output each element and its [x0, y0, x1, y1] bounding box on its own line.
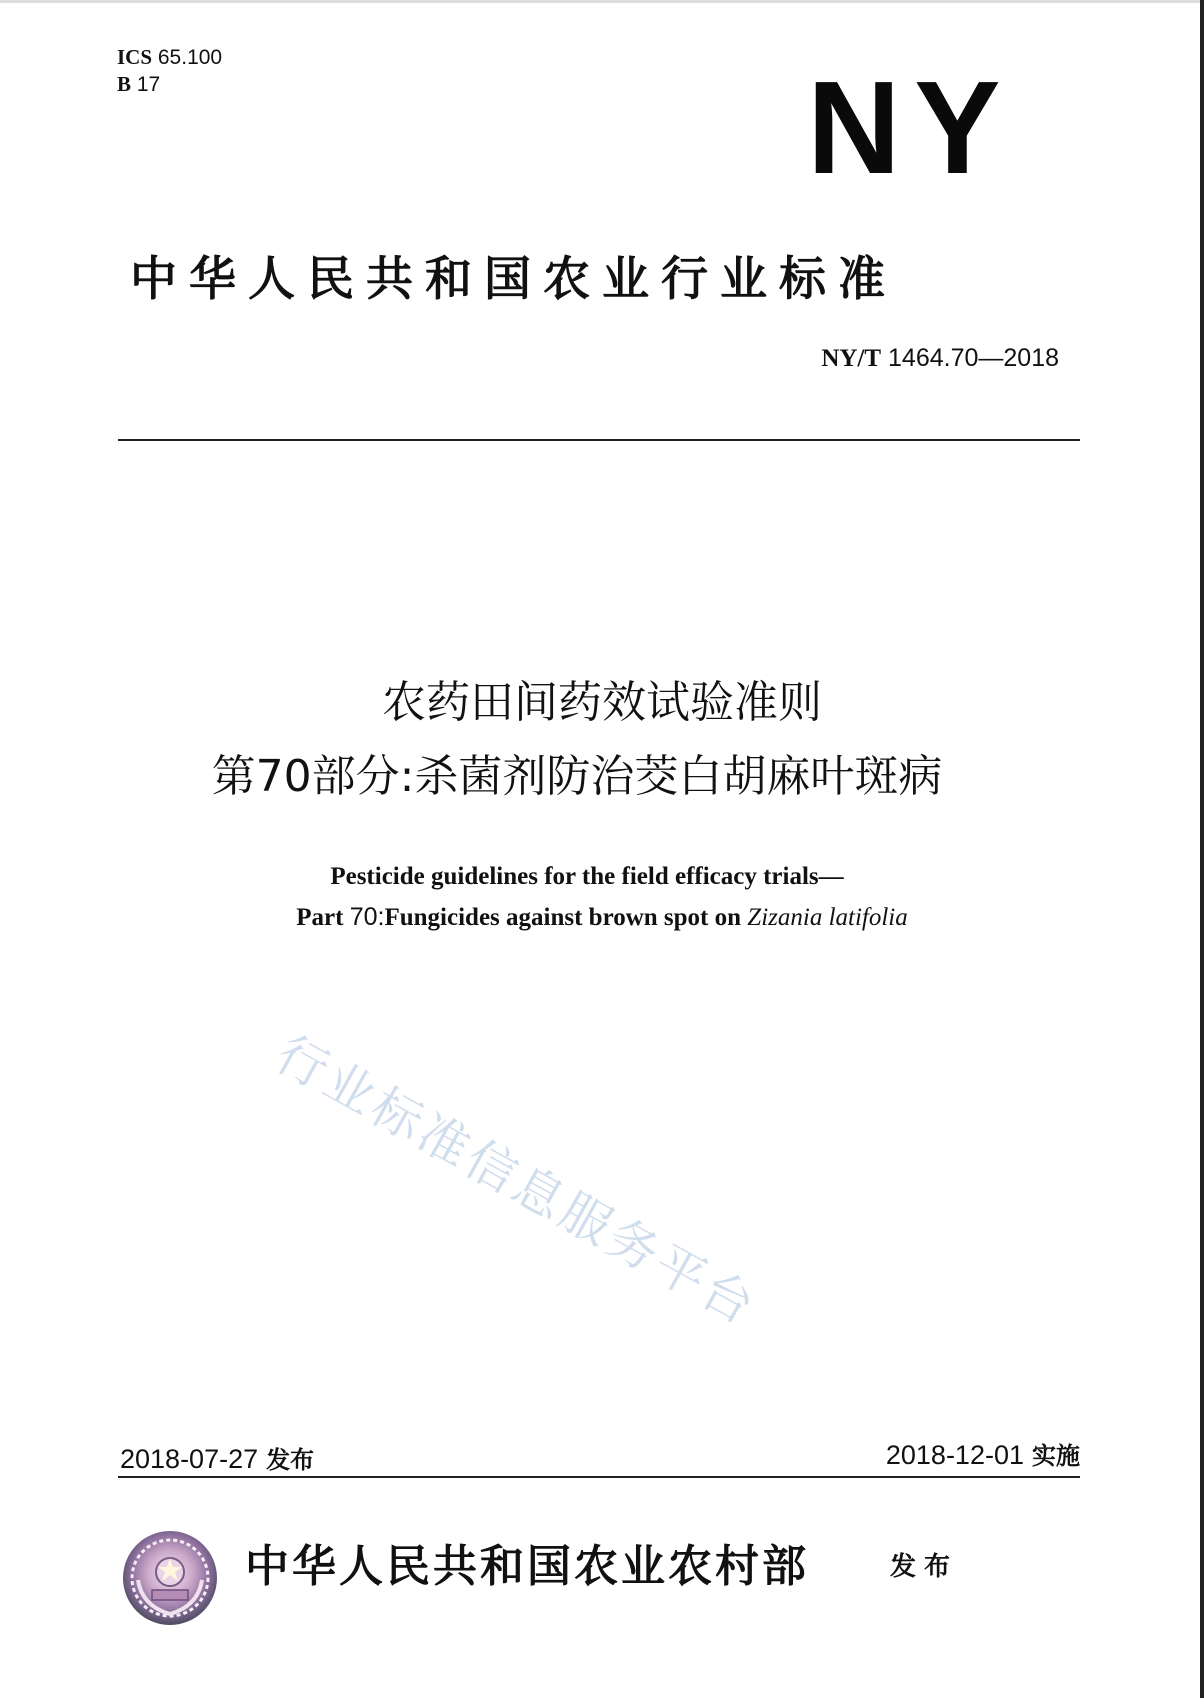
implement-date-label: 实施	[1032, 1442, 1080, 1470]
class-code: 17	[136, 73, 161, 96]
top-divider	[118, 439, 1080, 441]
ny-logo: NY	[807, 54, 1015, 201]
implement-date-value: 2018-12-01	[885, 1440, 1024, 1470]
scan-edge-right	[1200, 0, 1204, 1698]
publish-date	[120, 1440, 314, 1475]
english-title-subject: Fungicides against brown spot on	[384, 904, 742, 931]
ics-line	[117, 44, 222, 71]
publish-date-value: 2018-07-27	[120, 1444, 259, 1474]
chinese-title-line-2: 第70部分:杀菌剂防治茭白胡麻叶斑病	[211, 751, 943, 802]
implement-date	[886, 1436, 1080, 1471]
publisher-name: 中华人民共和国农业农村部	[245, 1541, 809, 1592]
publish-date-label: 发布	[266, 1446, 315, 1474]
publisher-suffix: 发布	[890, 1552, 959, 1582]
ics-code: 65.100	[157, 46, 223, 69]
english-title	[0, 856, 1204, 938]
standard-category-title: 中华人民共和国农业行业标准	[130, 252, 897, 307]
bottom-divider	[118, 1476, 1080, 1478]
watermark: 行业标准信息服务平台	[266, 1024, 767, 1338]
standard-number	[821, 344, 1059, 373]
standard-number-prefix: NY/T	[821, 345, 882, 372]
ics-block	[117, 44, 222, 98]
ics-label: ICS	[117, 45, 153, 69]
chinese-title-line-1: 农药田间药效试验准则	[382, 677, 822, 728]
english-title-part-label: Part	[296, 904, 344, 931]
class-line	[117, 71, 222, 98]
english-title-part-number: 70:	[349, 903, 385, 931]
class-label: B	[117, 72, 132, 96]
english-title-line-1: Pesticide guidelines for the field efficacy trials—	[330, 863, 844, 890]
english-title-line-2	[0, 897, 1204, 938]
scan-edge-top	[0, 0, 1204, 3]
standard-number-code: 1464.70—2018	[888, 344, 1059, 372]
english-title-species: Zizania latifolia	[747, 904, 908, 931]
chinese-title	[0, 666, 1204, 814]
national-emblem-icon	[120, 1528, 220, 1628]
